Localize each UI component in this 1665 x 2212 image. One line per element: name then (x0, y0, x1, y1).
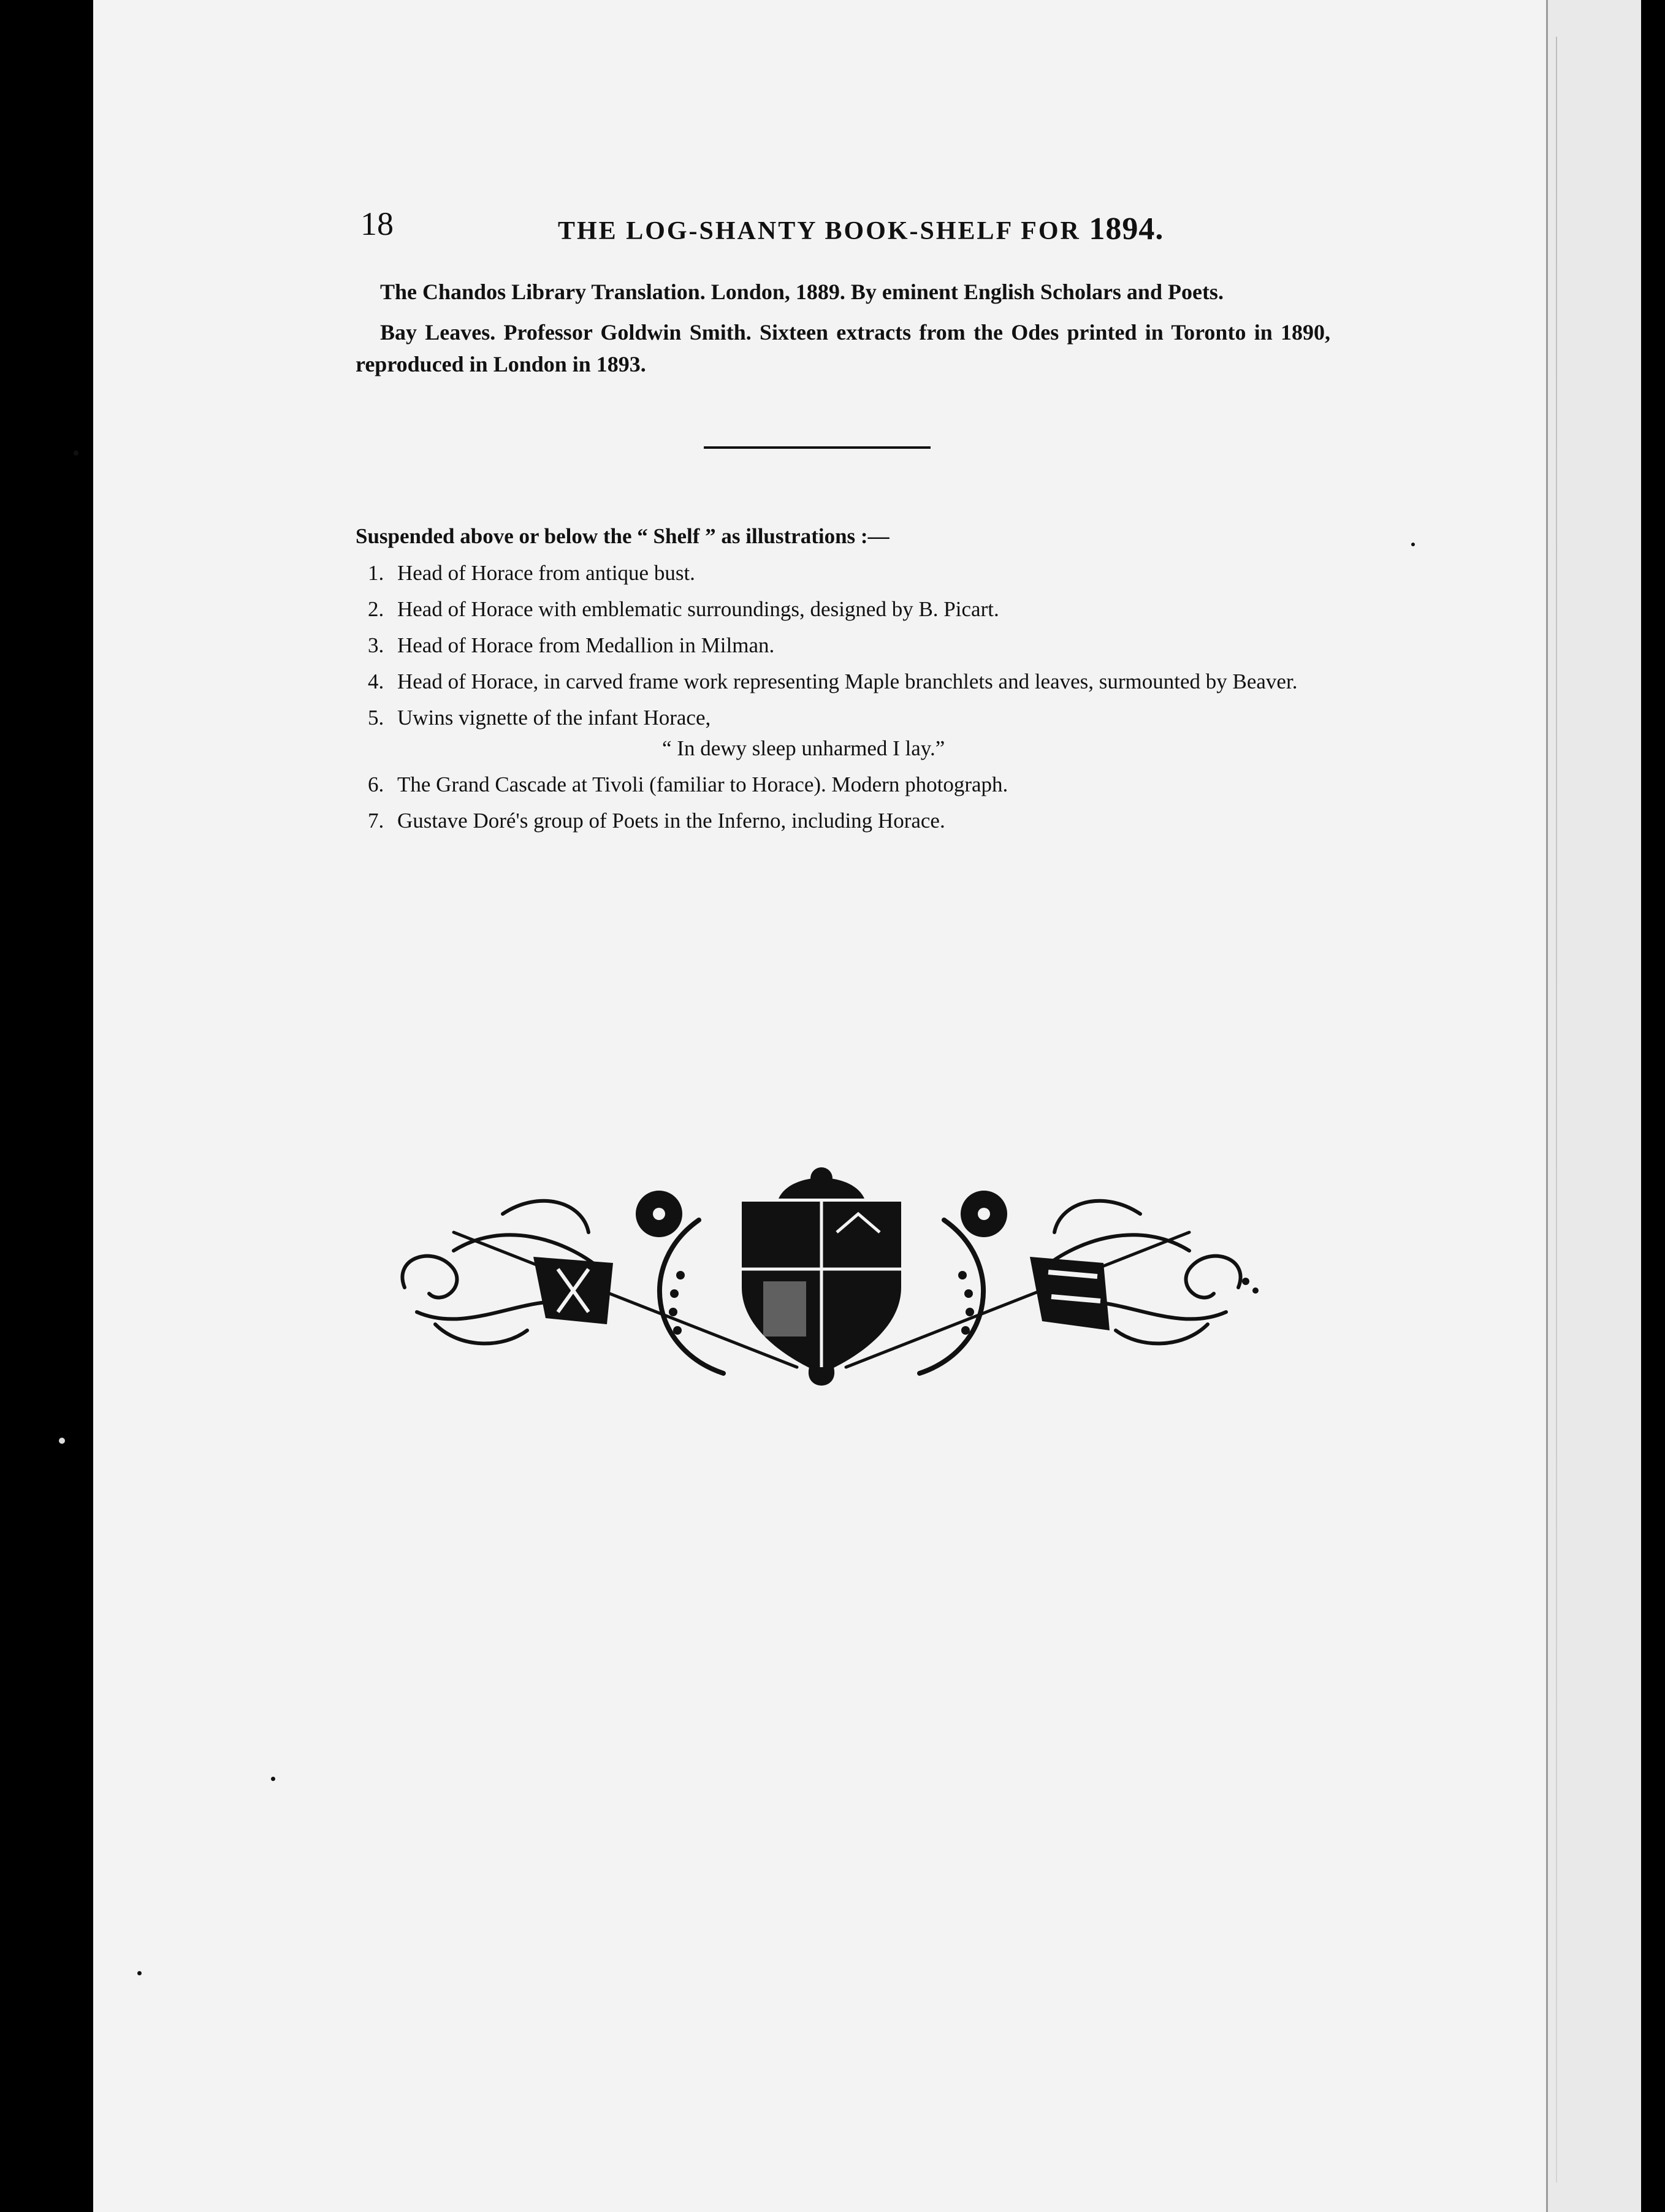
list-item (356, 769, 1330, 800)
list-item-text: The Grand Cascade at Tivoli (familiar to Horace). Modern photograph. (397, 772, 1008, 796)
bibliography-entry: Bay Leaves. Professor Goldwin Smith. Sixteen extracts from the Odes printed in Toronto in 1890, reproduced in London in 1893. (356, 320, 1330, 376)
section-divider (704, 446, 931, 449)
list-item-text: Head of Horace with emblematic surroundings, designed by B. Picart. (397, 597, 999, 621)
scan-speck (137, 1971, 142, 1975)
list-item-text: Gustave Doré's group of Poets in the Inferno, including Horace. (397, 809, 945, 833)
list-item (356, 594, 1330, 625)
scan-speck (59, 1438, 65, 1444)
list-item-number: 7. (368, 809, 384, 833)
list-item (356, 703, 1330, 733)
list-item-text: Head of Horace from antique bust. (397, 561, 695, 585)
list-item (356, 666, 1330, 697)
list-item-number: 6. (368, 772, 384, 796)
list-item-quote: “ In dewy sleep unharmed I lay.” (662, 736, 945, 760)
list-item (356, 630, 1330, 661)
coat-of-arms-vignette-icon (380, 1165, 1263, 1398)
scan-speck (271, 1777, 275, 1781)
running-head (558, 211, 1164, 247)
list-item-text: Head of Horace from Medallion in Milman. (397, 633, 775, 657)
scan-speck (74, 451, 78, 456)
scan-speck (1411, 543, 1415, 546)
list-item-number: 4. (368, 669, 384, 693)
page-number: 18 (360, 205, 394, 242)
bibliography-entry: The Chandos Library Translation. London, 1889. By eminent English Scholars and Poets. (380, 280, 1224, 304)
list-item-number: 5. (368, 706, 384, 730)
list-item-number: 1. (368, 561, 384, 585)
list-item-text: Head of Horace, in carved frame work representing Maple branchlets and leaves, surmounted by Beaver. (397, 669, 1298, 693)
illustrations-intro: Suspended above or below the “ Shelf ” as illustrations :— (356, 524, 890, 548)
list-item-text: Uwins vignette of the infant Horace, (397, 706, 711, 730)
page-header (356, 202, 1330, 257)
running-head-title: THE LOG-SHANTY BOOK-SHELF FOR (558, 217, 1081, 245)
page-fold-line (1556, 37, 1557, 2183)
list-item (356, 806, 1330, 836)
bibliography-entries (356, 276, 1330, 380)
list-item (356, 558, 1330, 589)
next-page-edge (1546, 0, 1641, 2212)
list-item-number: 2. (368, 597, 384, 621)
list-item-number: 3. (368, 633, 384, 657)
page-content (356, 202, 1330, 842)
running-head-year: 1894. (1089, 212, 1164, 246)
illustrations-list (356, 558, 1330, 836)
